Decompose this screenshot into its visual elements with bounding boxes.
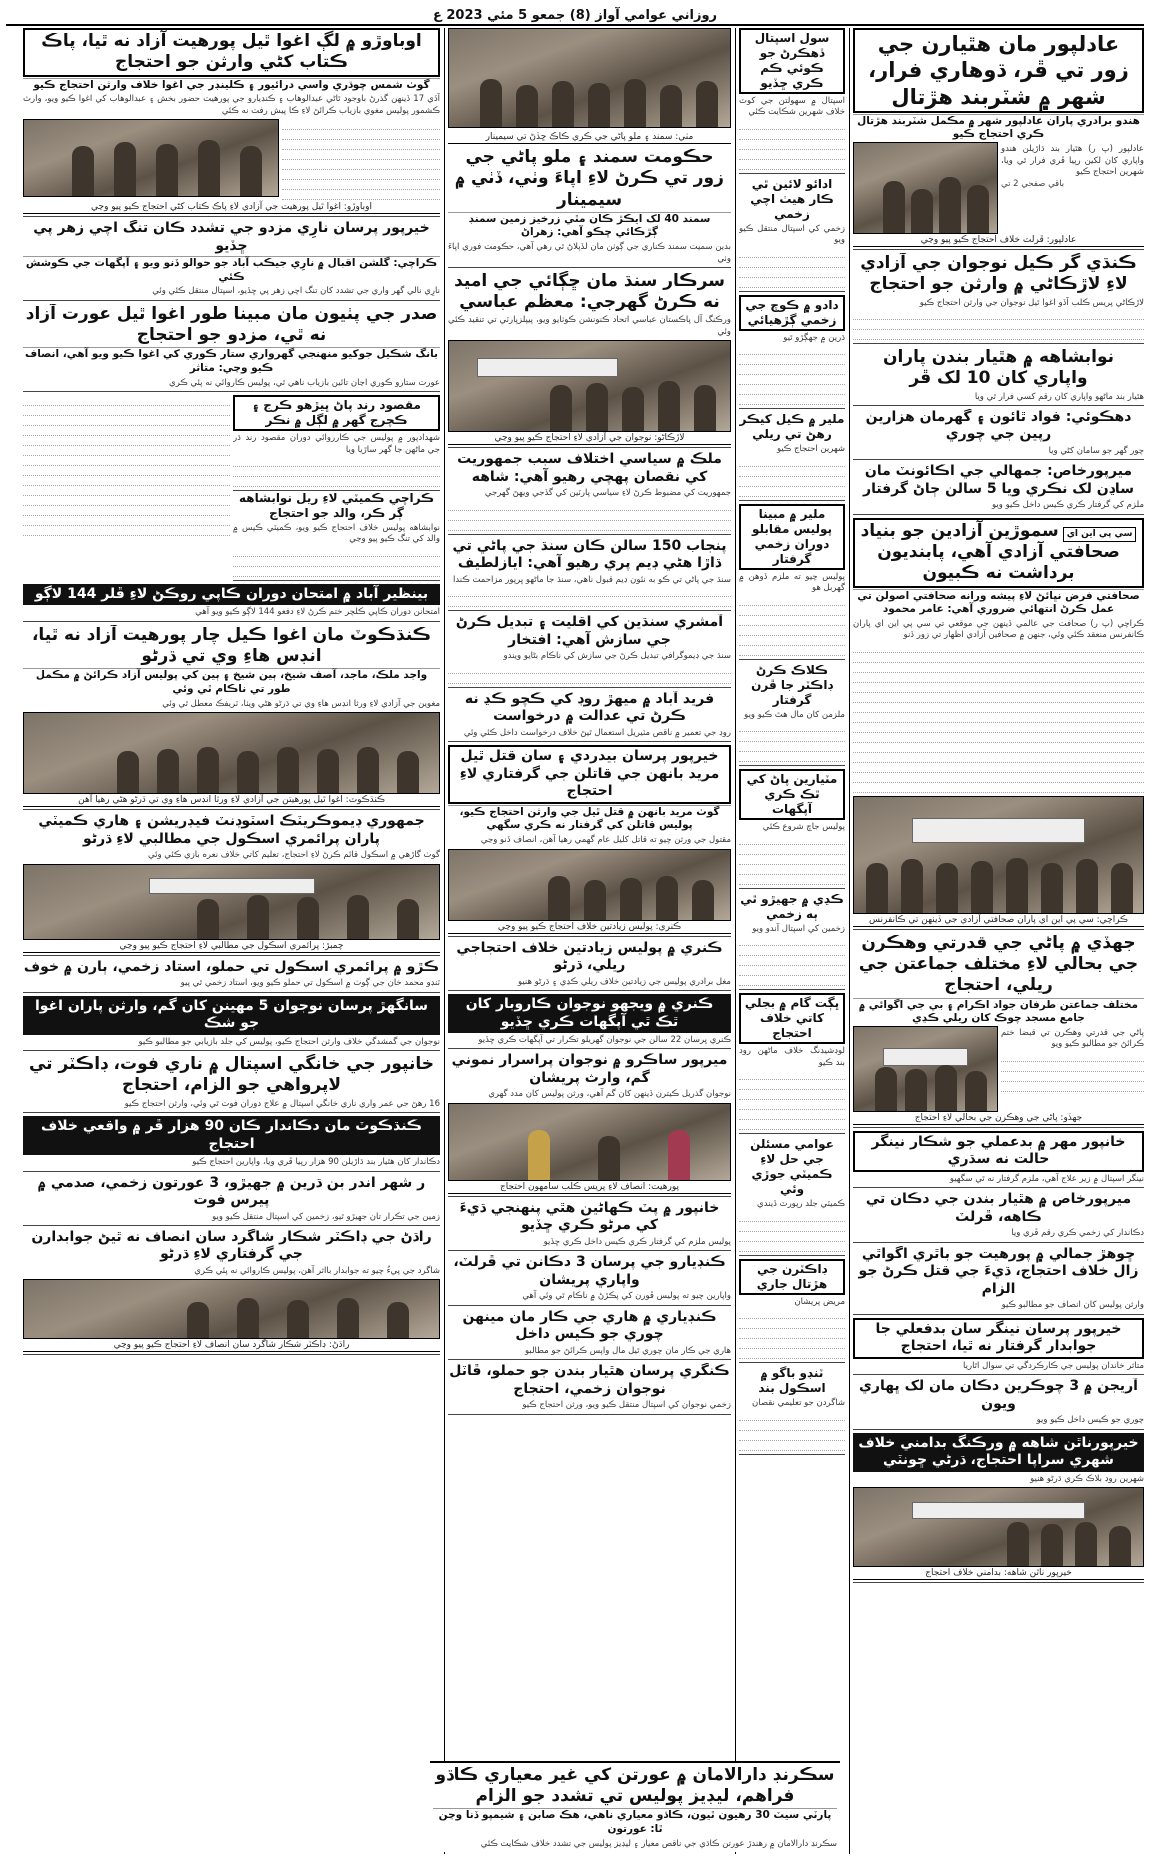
story-body: زخمي نوجوان کي اسپتال منتقل ڪيو ويو، ورثن احتجاج ڪيو [522,1400,731,1411]
story-maqsood-rind [233,395,440,491]
story-khairpur-nathan-shah [853,1433,1144,1583]
headline: خانپور مهر ۾ بدعملي جو شڪار نينگر حالت نه سڌري [853,1131,1144,1172]
story-press-freedom [853,518,1144,930]
story-kunri-rally [448,940,731,991]
headline: عادلپور مان هٿيارن جي زور تي ڦر، ڌوهاري فرار، شهر ۾ شٽربند هڙتال [853,28,1144,113]
headline: اوباوڙو ۾ لڳ اغوا ٿيل پورهيت آزاد نه ٿيا، پاڪ ڪتاب کڻي وارثن جو احتجاج [23,28,440,77]
story-body: هاري جي ڪار مان چوري ٿيل مال واپس ڪرائڻ جو مطالبو [525,1345,731,1356]
headline: خانپور جي خانگي اسپتال ۾ ناري فوت، ڊاڪٽر تي لاپرواهي جو الزام، احتجاج [28,1054,435,1096]
brief-10: عوامي مسئلن جي حل لاءِ ڪميٽي جوڙي وئي ڪميٽي جلد رپورٽ ڏيندي [739,1137,845,1255]
story-body: روڊ جي تعمير ۾ ناقص مٽيريل استعمال ٿيڻ خلاف درخواست داخل ڪئي وئي [463,727,731,738]
headline: حڪومت سمند ۽ ملو پاڻي جي زور تي ڪرڻ لاءِ اپاءَ وٺي، ڏٺي ۾ سيمينار [455,147,724,210]
story-murid-banhan [448,745,731,936]
photo-caption: مٺي: سمند ۽ ملو پاڻي جي ڪري ڪاڪ ڇڏڻ تي سيمينار [448,131,731,144]
story-minority [448,614,731,687]
subheadline: مختلف جماعتن طرفان جواد اڪرام ۽ بي جي اگوائي ۾ جامع مسجد چوڪ کان ريلي ڪڍي [853,998,1144,1026]
photo-caption: اوباوڙو: اغوا ٿيل پورهيت جي آزادي لاءِ پاڪ ڪتاب کڻي احتجاج ڪيو پيو وڃي [23,201,440,214]
story-poison [23,220,440,301]
story-school-attack [23,959,440,993]
story-punjab-water [448,538,731,611]
story-body: جمهوريت کي مضبوط ڪرڻ لاءِ سياسي پارٽين کي گڏجي ويهڻ گهرجي [484,488,731,499]
brief-6: ڪلاڪ ڪرڻ ڊاڪٽر جا ڦرن گرفتار ملزمن کان مال هٿ ڪيو ويو [739,663,845,766]
story-khanpur-mahar [853,1131,1144,1188]
continued-note: باقي صفحي 2 تي [1001,179,1065,190]
headline: ڪنگري پرسان هٿيار بندن جو حملو، ڦاٽل نوجوان زخمي، احتجاج [449,1363,730,1397]
brief-4: ملير ۾ ڪيل کيڪر رهڻ تي ريلي شهرين احتجاج ڪيو [739,412,845,500]
photo-caption: ڪنڌڪوٽ: اغوا ٿيل پورهيتن جي آزادي لاءِ ورثا انڊس هاءِ وي تي ڌرڻو هڻي رهيا آهن [23,794,440,807]
headline: دهڪوئي: فواد ٿائون ۽ گهرمان هزارين رپين جي چوري [865,408,1132,443]
story-photo [23,119,279,197]
brief-2: ادائو لائين ٿي ڪار هيٺ اچي زخمي زخمي کي اسپتال منتقل ڪيو ويو [739,177,845,292]
headline: آمشري سنڌين کي اقليت ۽ تبديل ڪرڻ جي سازش آهي: افتخار [455,614,724,648]
headline: ڇوهڙ جمالي ۾ پورهيت جو باٿري اگواٿي زال خلاف احتجاج، ڌيءَ جي قتل ڪرڻ جو الزام [858,1245,1139,1297]
story-body: مغل برادري پوليس جي زيادتين خلاف ريلي ڪڍي ۽ ڌرڻو هنيو [517,976,731,987]
story-body: ڪنري ڀرسان 22 سالن جي نوجوان گهريلو تڪرار تي آپگهات ڪري ڇڏيو [478,1035,731,1045]
brief-3: دادو ۾ ڪوچ جي زخمي ڳڙهيائي ڌرين ۾ جهڳڙو ٿيو [739,295,845,409]
story-photo [23,1279,440,1339]
story-body: 16 رهڻ جي عمر واري ناري خانگي اسپتال ۾ علاج دوران فوت ٿي وئي، وارثن احتجاج ڪيو [124,1098,440,1109]
story-photo [853,1026,998,1112]
headline: ڪڙو ۾ پرائمري اسڪول تي حملو، استاد زخمي، ٻارن ۾ خوف [23,958,440,975]
story-sadar-woman [23,304,440,392]
headline: نوابشاهه ۾ هٿيار بندن پاران واپاري کان 10 لک ڦر [882,347,1115,389]
conference-photo [853,796,1144,914]
headline: صدر جي پٺيون مان مبينا طور اغوا ٿيل عورت آزاد نه ٿي، مزدو جو احتجاج [25,303,438,346]
story-khanpur-daughter [448,1200,731,1251]
headline: جمهوري ڊيموڪريٽڪ اسٽوڊنٽ فيڊريشن ۽ هاري ڪميٽي پاران پرائمري اسڪول جي مطالبي لاءِ ڌرڻو [38,813,425,847]
story-body: نوجوان گذريل ڪيترن ڏينهن کان گم آهي، ورثن پوليس کان مدد گهري [488,1089,731,1100]
story-sanghar-missing [23,996,440,1051]
headline: راڌڻ جي ڊاڪٽر شڪار شاگرد سان انصاف نه ٿيڻ جوابدارن جي گرفتاري لاءِ ڌرڻو [31,1228,432,1263]
story-body: لاڙڪاڻي پريس ڪلب آڏو اغوا ٿيل نوجوان جي وارثن احتجاج ڪيو [919,297,1144,308]
story-body: متاثر خاندان پوليس جي ڪارڪردگي تي سوال اٿاريا [963,1360,1144,1371]
subheadline: سمند 40 لک ايڪڙ ڪان مٿي زرخيز زمين سمنڊ ڳڙڪائي چڪو آهي: زهراڻ [448,212,731,240]
subheadline: بانگ شڪيل جوکيو منهنجي گهرواري ستار ڪوري کي اغوا ڪيو ويو آهي، انصاف ڪيو وڃي: متاثر [23,347,440,375]
headline: سي پي اين ايسموڙين آزادين جو بنياد صحافتي آزادي آهي، پابنديون برداشت نه ڪبيون [853,518,1144,588]
story-body: نوابشاهه پوليس خلاف احتجاج ڪيو ويو، ڪميٽي ڪيس ۾ والد کي تنگ ڪيو پيو وڃي [233,523,440,545]
story-body: زمين جي تڪرار تان جهيڙو ٿيو، زخمين کي اسپتال منتقل ڪيو ويو [212,1211,440,1222]
story-body: دڪاندار کي زخمي ڪري رقم ڦري ويا [1011,1228,1144,1239]
headline: خانپور ۾ پٽ ڪهاڻين هٿي پنهنجي ڌيءَ کي مرڻو ڪري ڇڏيو [459,1199,720,1234]
headline: ميرپورخاص: جمهالي جي اڪائونٽ مان ساڍن لک نڪري ويا 5 سالن ڄاڻ گرفتار [863,463,1134,497]
story-abbasi [448,271,731,448]
story-body: مقتول جي ورثن چيو ته قاتل کليل عام گهمي رهيا آهن، انصاف ڏنو وڃي [480,835,731,846]
story-democracy [448,451,731,534]
story-kandhkot-indus [23,625,440,810]
story-body: ڪراچي (پ ر) صحافت جي عالمي ڏينهن جي موقعي تي سي پي اين اي پاران ڪانفرنس منعقد ڪئي وئي، جنهن ۾ صحافين آزادي اظهار تي زور ڏنو [853,618,1144,641]
story-mirpurkhas-shop [853,1191,1144,1242]
story-photo [23,712,440,794]
story-body: ملزم کي گرفتار ڪري ڪيس داخل ڪيو ويو [992,500,1144,511]
story-dahkoi [853,409,1144,460]
story-body: وارثن پوليس کان انصاف جو مطالبو ڪيو [1001,1300,1144,1311]
story-body: دڪاندار کان هٿيار بند ڌاڙيلن 90 هزار رپيا ڦري ويا، واپارين احتجاج ڪيو [192,1157,440,1168]
headline: سڪرنڊ دارالامان ۾ عورتن کي غير معياري ڪاڌو فراهم، ليڊيز پوليس تي تشدد جو الزام [435,1764,835,1806]
column-center [444,28,731,1854]
subheadline: صحافتي فرض نڀائڻ لاءِ پيشه ورانه صحافتي اصولن تي عمل ڪرڻ انتهائي ضروري آهي: عامر محمود [853,589,1144,617]
story-body: سنڌ جي پاڻي تي ڪو به نئون ڊيم قبول ناهي، سنڌ جا ماڻهو ڀرپور مزاحمت ڪندا [452,574,731,585]
brief-9: ڀڳت گام ۾ بجلي کاتي خلاف احتجاج لوڊشيڊنگ خلاف ماڻهن روڊ بند ڪيو [739,993,845,1134]
headline: ر شهر اندر بن ڌرين ۾ جهيڙو، 3 عورتون زخمي، صدمي ۾ پيرس فوت [37,1174,426,1209]
story-kunri-youth [448,994,731,1049]
brief-12: ٽنڊو باگو ۾ اسڪول بند شاگردن جو تعليمي نقصان [739,1366,845,1454]
story-body: گوٺ گاڙهي ۾ اسڪول قائم ڪرڻ لاءِ احتجاج، تعليم کاتي خلاف نعره بازي ڪئي وئي [148,850,440,861]
story-body: پوليس ملزم کي گرفتار ڪري ڪيس داخل ڪري ڇڏيو [543,1236,731,1247]
headline: خيرپور پرسان نارِي مزدو جي تشدد ڪان تنگ اچي زهر پي ڇڏيو [33,220,430,254]
column-briefs [735,28,845,1854]
story-body: سڪرنڊ دارالامان ۾ رهندڙ عورتن ڪاڌي جي ناقص معيار ۽ ليڊيز پوليس جي تشدد خلاف شڪايت ڪئي [480,1838,837,1849]
story-larkana [853,253,1144,344]
story-mirpurkhas-account [853,463,1144,514]
story-fareedabad [448,691,731,742]
photo-caption: ڪنري: پوليس زيادتين خلاف احتجاج ڪيو پيو وڃي [448,921,731,934]
story-jhuddo-water [853,933,1144,1128]
story-body: هٿيار بند ماڻهو واپاري کان رقم کسي فرار ٿي ويا [974,391,1144,402]
headline: بينظير آباد ۾ امتحان دوران ڪاپي روڪڻ لاءِ ڦلر 144 لاڳو [23,584,440,606]
story-photo [23,864,440,940]
story-section-144 [23,584,440,622]
columns [6,28,1144,1854]
subheadline: هندو برادري پاران عادلپور شهر ۾ مڪمل شٽربند هڙتال ڪري احتجاج ڪيو [853,114,1144,142]
headline: خيرپورناٿن شاهه ۾ ورڪنگ بدامني خلاف شهري سراپا احتجاج، ڌرڻي ڇونٽي [853,1433,1144,1472]
headline: ڪنڊياري ۾ هاري جي ڪار مان مينهن چوري جو ڪيس داخل [462,1308,717,1343]
subheadline: واجد ملڪ، ماجد، آصف شيخ، ٻين شيخ ۽ ٻين کي پوليس آزاد ڪرائڻ ۾ مڪمل طور تي ناڪام ٿي وئي [23,668,440,696]
story-khanpur-hospital [23,1054,440,1113]
story-body: واپارين چيو ته پوليس ڦورن کي پڪڙڻ ۾ ناڪام ٿي وئي آهي [522,1291,731,1302]
column-left [20,28,440,1854]
story-arija [853,1378,1144,1429]
headline: سرڪار سنڌ مان ڇڳائي جي اميد نه ڪرڻ گهرجي: معظم عباسي [454,270,725,313]
story-body: نوجوان جي گمشدگي خلاف وارثن احتجاج ڪيو، پوليس کي جلد بازيابي جو مطالبو ڪيو [138,1036,440,1047]
photo-caption: ڪراچي: سي پي اين اي پاران صحافتي آزادي جي ڏينهن تي ڪانفرنس [853,914,1144,927]
story-kandiaro-shops [448,1254,731,1305]
story-sea-intrusion [448,147,731,268]
story-khairpur-boy [853,1318,1144,1375]
story-body: نينگر اسپتال ۾ زير علاج آهي، ملزم گرفتار نه ٿي سگهيو [949,1173,1144,1184]
story-body: مغوين جي آزادي لاءِ ورثا انڊس هاءِ وي تي ڌرڻو هڻي ويٺا، ٽريفڪ معطل ٿي وئي [162,698,440,709]
headline: خيرپور پرسان بيدردي ۽ سان قتل ٿيل مريد بانهن جي قاتلن جي گرفتاري لاءِ احتجاج [448,745,731,804]
story-body: شهرين روڊ بلاڪ ڪري ڌرڻو هنيو [1030,1473,1144,1484]
masthead: روزاني عوامي آواز (8) جمعو 5 مئي 2023 ع [6,6,1144,26]
story-body: پاڻي جي قدرتي وهڪرن تي قبضا ختم ڪرائڻ جو مطالبو ڪيو ويو [1001,1027,1144,1050]
brief-11: ڊاڪٽرن جي هڙتال جاري مريض پريشان [739,1259,845,1363]
story-photo [853,142,998,234]
headline: ميرپورخاص ۾ هٿيار بندن جي دڪان تي ڪاهه، ڦرلٽ [865,1191,1132,1225]
story-radhan [23,1229,440,1355]
story-kandhkot-shop [23,1116,440,1171]
story-body: امتحانن دوران ڪاپي ڪلچر ختم ڪرڻ لاءِ دفعو 144 لاڳو ڪيو ويو آهي [195,607,440,618]
brief-8: ڪڍي ۾ جهيڙو ٿي ٻه زخمي زخمين کي اسپتال آندو ويو [739,892,845,990]
headline: ڪنڌڪوٽ مان دڪاندار ڪان 90 هزار ڦر ۾ واقعي خلاف احتجاج [23,1116,440,1155]
story-mirpur-sakro [448,1052,731,1196]
story-body: بدين سميت سمند ڪناري جي ڳوٺن مان لڏپلاڻ ٿي رهي آهي، حڪومت فوري اپاءَ وٺي [448,242,731,264]
story-photo [448,849,731,921]
headline: مقصود رند پاڻ ڀيڙهو ڪرج ۽ ڪچرج گهر ۾ لڳل ۾ نڪر [233,395,440,431]
subheadline: ڪراچي: گلشن اقبال ۾ نارِي جيڪب آباد جو حوالو ڏنو ويو ۽ آپگهات جي ڪوشش ڪئي [23,256,440,284]
story-photo [448,1103,731,1181]
story-body: نارِي نالي گهر واري جي تشدد کان تنگ اچي زهر پي ڇڏيو، اسپتال منتقل ڪئي وئي [152,286,440,297]
story-sakrand-darul-aman [430,1761,840,1852]
headline: ملڪ ۾ سياسي اختلاف سبب جمهوريت کي نقصان پهچي رهيو آهي: شاهه [457,451,722,485]
story-body: شاگرد جي پيءُ چيو ته جوابدار بااثر آهن، پوليس ڪاروائي نه پئي ڪري [194,1265,440,1276]
story-body: ورڪنگ آل پاڪستان عباسي اتحاد ڪنونشن ڪوٺايو ويو، پيپلزپارٽي تي تنقيد ڪئي وئي [448,315,731,337]
brief-1: سول اسپتال ڏهڪرڻ جو ڪوئي ڪم ڪري ڇڏيو اسپتال ۾ سهولتن جي کوٽ خلاف شهرين شڪايت ڪئي [739,28,845,174]
story-adilpur [853,28,1144,250]
headline: ڪنڊيارو جي پرسان 3 دڪانن تي ڦرلٽ، واپاري پريشان [453,1254,726,1288]
story-body: عادلپور (پ ر) هٿيار بند ڌاڙيلن هندو واپاري کان لکين رپيا ڦري فرار ٿي ويا، شهرين احتجاج ڪيو [1001,144,1144,177]
headline: آريجن ۾ 3 چوڪرين دڪان مان لک ڀهاري ويون [859,1378,1138,1412]
photo-caption: عادلپور: ڦرلٽ خلاف احتجاج ڪيو پيو وڃي [853,234,1144,247]
story-obaro-abduction [23,28,440,217]
photo-caption: لاڙڪاڻو: نوجوان جي آزادي لاءِ احتجاج ڪيو پيو وڃي [448,432,731,445]
headline: جهڏي ۾ پاڻي جي قدرتي وهڪرن جي بحالي لاءِ مختلف جماعتن جي ريلي، احتجاج [858,932,1139,996]
photo-caption: راڌڻ: ڊاڪٽر شڪار شاگرد سان انصاف لاءِ احتجاج ڪيو پيو وڃي [23,1339,440,1352]
subheadline: گوٺ مريد بانهن ۾ قتل ٿيل جي وارثن احتجاج ڪيو، پوليس قاتلن کي گرفتار نه ڪري سگهي [448,805,731,833]
story-nawabshah [853,347,1144,406]
story-body: سنڌ جي ڊيموگرافي تبديل ڪرڻ جي سازش کي ناڪام بڻايو ويندو [503,651,731,662]
column-right [849,28,1144,1854]
headline: ميرپور ساڪرو ۾ نوجوان پراسرار نموني گم، وارث پريشان [451,1052,728,1086]
story-body: آڏي 17 ڏينهن گذرڻ باوجود ٿاڻي عبدالوهاب ۽ ڪنڊيارو جي پورهيت حضور بخش ۽ عبدالوهاب کي اغوا ڪيو ويو، وارث ڪشمور پوليس مغوي بازياب ڪرائڻ لاءِ ڪا پيش رفت نه ڪئي [23,94,440,116]
headline: پنجاب 150 سالن ڪان سنڌ جي پاڻي تي ڌاڙا هڻي ڊيم پري رهيو آهي: ايازلطيف [452,537,727,572]
story-school-demand [23,813,440,955]
story-photo [448,340,731,432]
headline: ڪنڌي گر ڪيل نوجوان جي آزادي لاءِ لاڙڪاڻي ۾ وارثن جو احتجاج [860,253,1137,295]
photo-caption: چمبڙ: پرائمري اسڪول جي مطالبي لاءِ احتجاج ڪيو پيو وڃي [23,940,440,953]
story-kingri [448,1363,731,1414]
headline: خيرپور پرسان نينگر سان بدفعلي جا جوابدار گرفتار نه ٿيا، احتجاج [853,1318,1144,1359]
story-johi-jamali [853,1246,1144,1315]
headline: ڪنڌڪوٽ مان اغوا ڪيل چار پورهيت آزاد نه ٿيا، انڊس هاءِ وي تي ڌرڻو [31,624,432,667]
story-photo [853,1487,1144,1567]
story-body: عورت ستارو ڪوري اڃان تائين بازياب ناهي ٿي، پوليس ڪاروائي نه پئي ڪري [169,377,440,388]
photo-caption: پورهيت: انصاف لاءِ پريس ڪلب سامهون احتجاج [448,1181,731,1194]
brief-7: مٽيارين پاڻ کي ٿڪ ڪري آپگهات پوليس جاچ شروع ڪئي [739,769,845,888]
subheadline: گوٺ شمس چوڌري واسي درائيور ۽ ڪلينڊر جي اغوا خلاف وارثن احتجاج ڪيو [23,78,440,93]
headline: ڪراچي ڪميٽي لاءِ ريل نوابشاهه ڳر ڪر، والد جو احتجاج [239,491,434,521]
story-kandiaro-theft [448,1309,731,1360]
story-body: شهدادپور ۾ پوليس جي ڪارروائي دوران مقصود رند ڌر جي ماڻهن جا گهر ساڙيا ويا [233,433,440,455]
headline: فريد آباد ۾ ميهڙ روڊ کي ڪچو ڪڍ نه ڪرڻ تي عدالت ۾ درخواست [464,690,715,725]
brief-5: ملير ۾ مبينا پوليس مقابلو دوران زخمي گرفتار پوليس چيو ته ملزم ڏوهن ۾ گهربل هو [739,504,845,660]
story-karachi-committee [233,491,440,581]
seminar-photo [448,28,731,128]
headline: سانگهڙ پرسان نوجوان 5 مهينن کان گم، وارثن پاران اغوا جو شڪ [23,996,440,1035]
photo-caption: خيرپور ناٿن شاهه: بدامني خلاف احتجاج [853,1567,1144,1580]
story-body: چوري جو ڪيس داخل ڪيو ويو [1036,1415,1144,1426]
subheadline: پارٽي سيٽ 30 رهيون ٿيون، ڪاڌو معياري ناهي، هڪ صابن ۽ شيمپو ڏنا وڃن ٿا: عورتون [433,1808,837,1836]
story-clash [23,1175,440,1226]
cpne-badge: سي پي اين اي [1063,527,1137,542]
headline: ڪنري ۾ ويجهو نوجوان ڪاروبار کان ٿڪ ٿي آپگهات ڪري ڇڏيو [448,994,731,1033]
story-body: ٽنڊو محمد خان جي ڳوٺ ۾ اسڪول تي حملو ڪيو ويو، استاد زخمي ٿي پيو [180,978,440,989]
headline: ڪنري ۾ پوليس زيادتين خلاف احتجاجي ريلي، ڌرڻو [456,939,723,974]
photo-caption: جهڏو: پاڻي جي وهڪرن جي بحالي لاءِ احتجاج [853,1112,1144,1125]
story-body: چور گهر جو سامان کڻي ويا [1048,445,1144,456]
